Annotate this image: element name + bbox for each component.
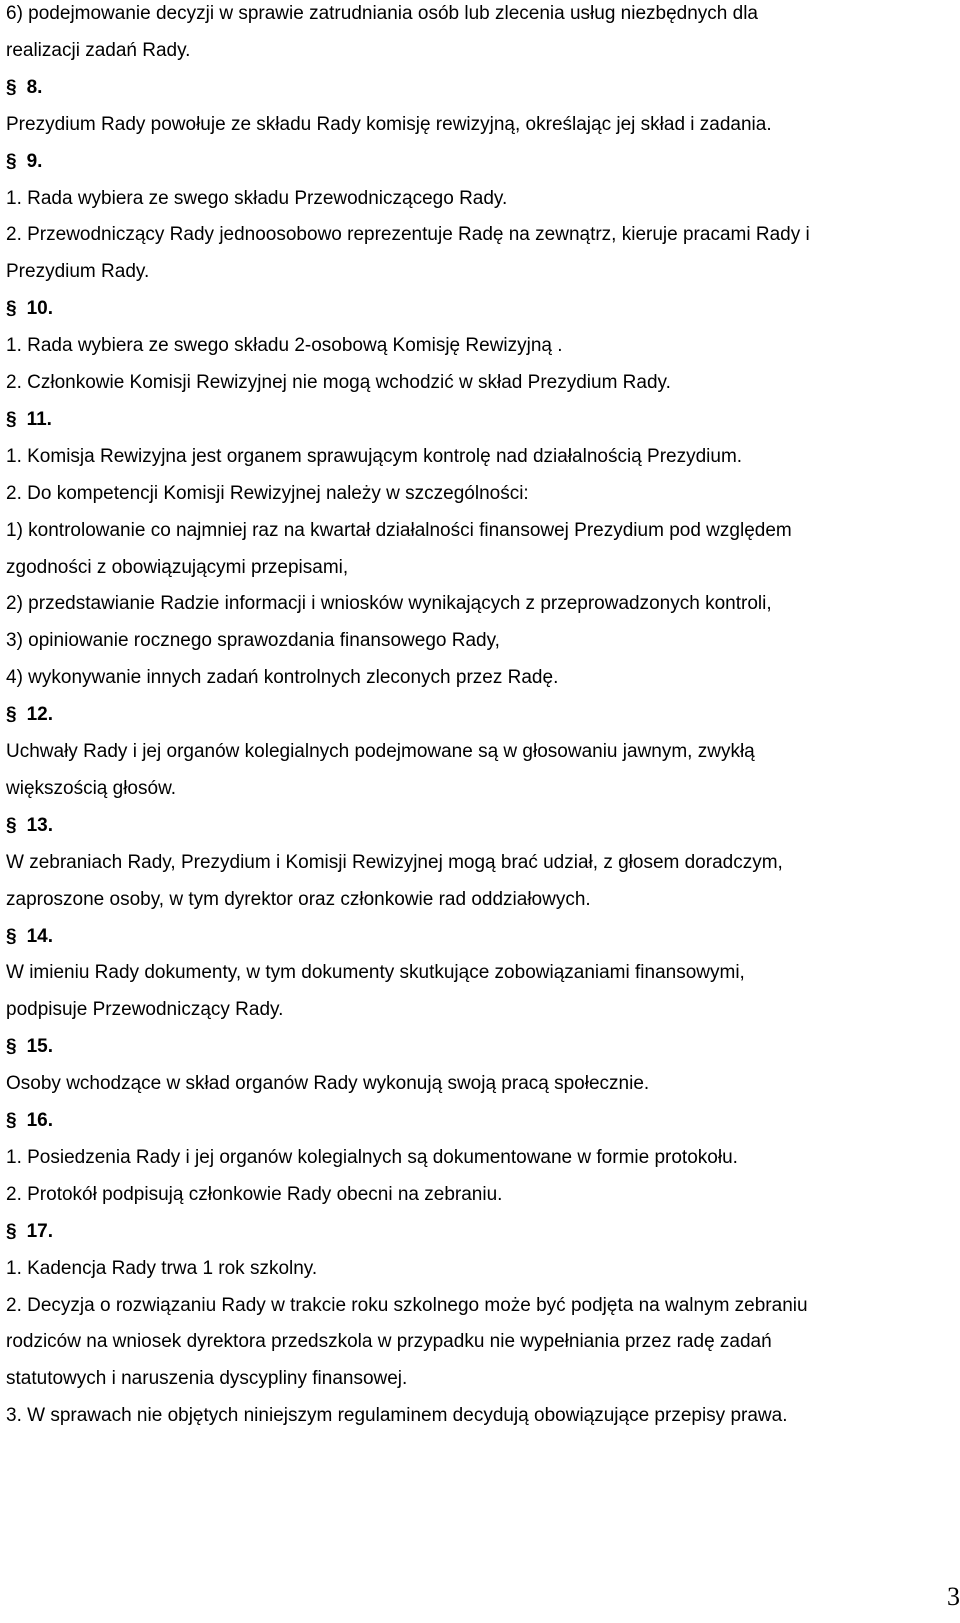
section-symbol: § bbox=[6, 925, 17, 947]
paragraph-line: rodziców na wniosek dyrektora przedszkola w przypadku nie wypełniania przez radę zadań bbox=[6, 1331, 772, 1353]
section-number: 16. bbox=[26, 1110, 53, 1131]
paragraph-line: 1) kontrolowanie co najmniej raz na kwartał działalności finansowej Prezydium pod względem bbox=[6, 519, 792, 541]
section-number: 11. bbox=[26, 408, 52, 430]
paragraph-line: 6) podejmowanie decyzji w sprawie zatrudniania osób lub zlecenia usług niezbędnych dla bbox=[6, 3, 759, 24]
section-symbol: § bbox=[6, 1036, 17, 1058]
paragraph-line: 2. Protokół podpisują członkowie Rady obecni na zebraniu. bbox=[6, 1183, 503, 1205]
paragraph-line: 1. Rada wybiera ze swego składu 2-osobową Komisję Rewizyjną . bbox=[6, 335, 563, 357]
section-heading bbox=[6, 297, 53, 321]
section-symbol: § bbox=[6, 1220, 17, 1242]
page-number: 3 bbox=[947, 1582, 960, 1611]
section-number: 9. bbox=[26, 150, 43, 172]
section-number: 14. bbox=[26, 925, 53, 947]
section-heading bbox=[6, 1109, 53, 1133]
section-symbol: § bbox=[6, 704, 17, 726]
section-symbol: § bbox=[6, 814, 17, 836]
paragraph-line: 2. Przewodniczący Rady jednoosobowo reprezentuje Radę na zewnątrz, kieruje pracami Rady i bbox=[6, 224, 810, 246]
section-heading bbox=[6, 150, 42, 174]
paragraph-line: zaproszone osoby, w tym dyrektor oraz członkowie rad oddziałowych. bbox=[6, 888, 591, 910]
paragraph-line: Prezydium Rady powołuje ze składu Rady komisję rewizyjną, określając jej skład i zadania. bbox=[6, 113, 772, 135]
paragraph-line: 1. Rada wybiera ze swego składu Przewodniczącego Rady. bbox=[6, 187, 508, 209]
section-number: 12. bbox=[26, 704, 53, 726]
paragraph-line: Uchwały Rady i jej organów kolegialnych podejmowane są w głosowaniu jawnym, zwykłą bbox=[6, 741, 755, 762]
section-heading bbox=[6, 703, 53, 727]
paragraph-line: większością głosów. bbox=[6, 777, 177, 799]
section-heading bbox=[6, 76, 42, 100]
section-heading bbox=[6, 1035, 53, 1059]
paragraph-line: 2. Do kompetencji Komisji Rewizyjnej należy w szczególności: bbox=[6, 482, 529, 504]
paragraph-line: W imieniu Rady dokumenty, w tym dokumenty skutkujące zobowiązaniami finansowymi, bbox=[6, 962, 745, 984]
section-number: 13. bbox=[26, 814, 53, 836]
section-number: 8. bbox=[26, 76, 43, 98]
section-symbol: § bbox=[6, 1110, 17, 1131]
paragraph-line: 3. W sprawach nie objętych niniejszym regulaminem decydują obowiązujące przepisy prawa. bbox=[6, 1405, 788, 1427]
paragraph-line: zgodności z obowiązującymi przepisami, bbox=[6, 556, 349, 578]
paragraph-line: 2. Członkowie Komisji Rewizyjnej nie mogą wchodzić w skład Prezydium Rady. bbox=[6, 372, 671, 393]
section-symbol: § bbox=[6, 298, 17, 320]
paragraph-line: 1. Kadencja Rady trwa 1 rok szkolny. bbox=[6, 1257, 318, 1279]
section-heading bbox=[6, 1220, 53, 1244]
paragraph-line: W zebraniach Rady, Prezydium i Komisji Rewizyjnej mogą brać udział, z głosem doradczym, bbox=[6, 851, 783, 873]
paragraph-line: Prezydium Rady. bbox=[6, 261, 150, 283]
section-number: 17. bbox=[26, 1220, 53, 1242]
section-symbol: § bbox=[6, 150, 17, 172]
paragraph-line: 2. Decyzja o rozwiązaniu Rady w trakcie roku szkolnego może być podjęta na walnym zebraniu bbox=[6, 1294, 808, 1316]
paragraph-line: 1. Komisja Rewizyjna jest organem sprawującym kontrolę nad działalnością Prezydium. bbox=[6, 445, 743, 467]
section-heading bbox=[6, 408, 52, 432]
paragraph-line: podpisuje Przewodniczący Rady. bbox=[6, 999, 284, 1021]
section-symbol: § bbox=[6, 76, 17, 98]
section-heading bbox=[6, 814, 53, 838]
paragraph-line: 2) przedstawianie Radzie informacji i wniosków wynikających z przeprowadzonych kontroli, bbox=[6, 593, 772, 615]
paragraph-line: statutowych i naruszenia dyscypliny finansowej. bbox=[6, 1368, 408, 1390]
paragraph-line: Osoby wchodzące w skład organów Rady wykonują swoją pracą społecznie. bbox=[6, 1073, 650, 1095]
section-number: 15. bbox=[26, 1036, 53, 1058]
paragraph-line: 1. Posiedzenia Rady i jej organów kolegialnych są dokumentowane w formie protokołu. bbox=[6, 1146, 738, 1168]
section-symbol: § bbox=[6, 408, 17, 430]
paragraph-line: 3) opiniowanie rocznego sprawozdania finansowego Rady, bbox=[6, 630, 500, 652]
section-heading bbox=[6, 925, 53, 949]
paragraph-line: 4) wykonywanie innych zadań kontrolnych zleconych przez Radę. bbox=[6, 667, 559, 689]
section-number: 10. bbox=[26, 298, 53, 320]
paragraph-line: realizacji zadań Rady. bbox=[6, 39, 191, 61]
